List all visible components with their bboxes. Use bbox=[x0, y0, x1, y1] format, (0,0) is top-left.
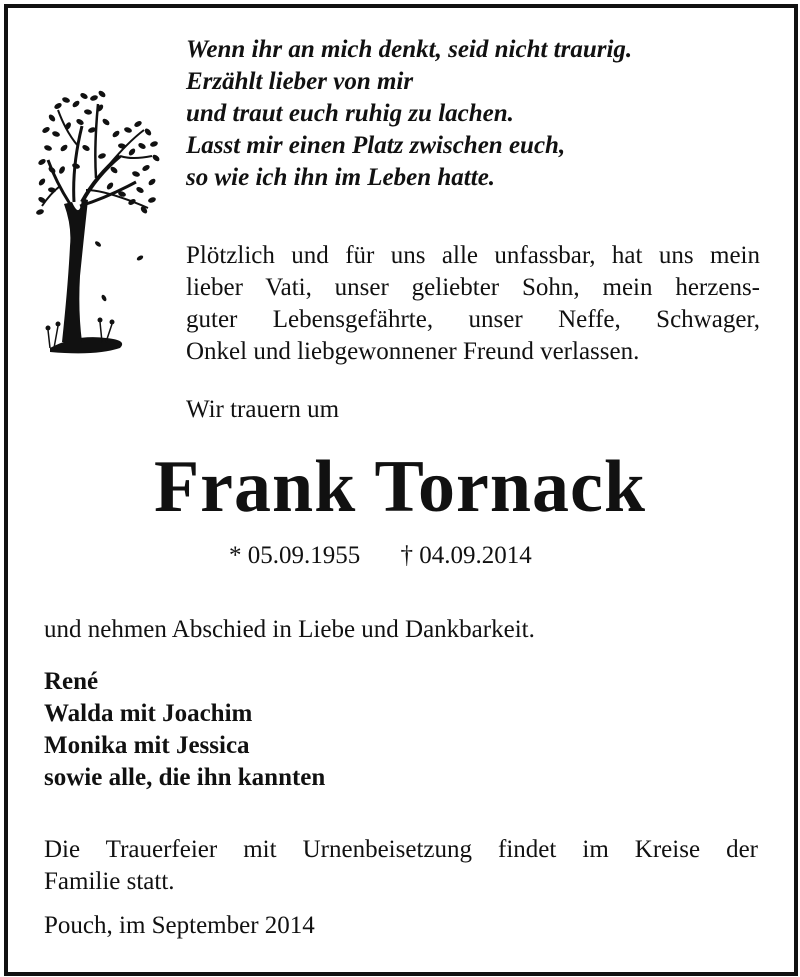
service-line: Familie statt. bbox=[44, 868, 175, 895]
intro-paragraph bbox=[186, 240, 760, 368]
service-paragraph bbox=[44, 834, 758, 898]
mourning-text: Wir trauern um bbox=[186, 396, 340, 423]
poem-line: so wie ich ihn im Leben hatte. bbox=[186, 164, 496, 191]
poem-line: und traut euch ruhig zu lachen. bbox=[186, 100, 514, 127]
life-dates bbox=[229, 539, 532, 573]
death-date: † 04.09.2014 bbox=[400, 542, 532, 569]
mourner: René bbox=[44, 668, 99, 695]
mourner: Walda mit Joachim bbox=[44, 700, 253, 727]
poem-line: Wenn ihr an mich denkt, seid nicht traurig. bbox=[186, 36, 633, 63]
birth-date: * 05.09.1955 bbox=[229, 542, 361, 569]
poem-line: Lasst mir einen Platz zwischen euch, bbox=[186, 132, 566, 159]
service-line: Die Trauerfeier mit Urnenbeisetzung findet im Kreise der bbox=[44, 836, 758, 863]
intro-line: lieber Vati, unser geliebter Sohn, mein herzens- bbox=[186, 274, 760, 301]
intro-line: Onkel und liebgewonnener Freund verlassen. bbox=[186, 338, 640, 365]
farewell-text: und nehmen Abschied in Liebe und Dankbarkeit. bbox=[44, 616, 535, 643]
mourner: sowie alle, die ihn kannten bbox=[44, 764, 326, 791]
place-date: Pouch, im September 2014 bbox=[44, 912, 315, 939]
poem bbox=[186, 34, 766, 194]
poem-line: Erzählt lieber von mir bbox=[186, 68, 414, 95]
mourner: Monika mit Jessica bbox=[44, 732, 250, 759]
intro-line: guter Lebensgefährte, unser Neffe, Schwager, bbox=[186, 306, 760, 333]
intro-line: Plötzlich und für uns alle unfassbar, hat uns mein bbox=[186, 242, 760, 269]
deceased-name: Frank Tornack bbox=[153, 446, 647, 528]
tree-icon bbox=[36, 86, 166, 362]
mourners-list bbox=[44, 666, 325, 794]
